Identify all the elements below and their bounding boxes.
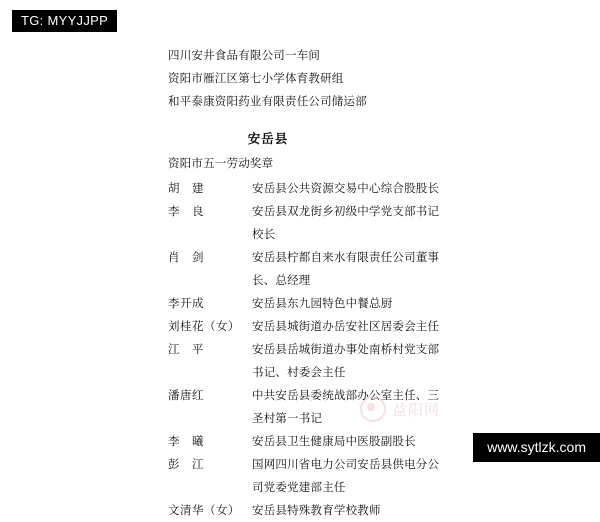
entry-title-line: 安岳县东九园特色中餐总厨 xyxy=(252,296,393,310)
entry-title-line: 中共安岳县委统战部办公室主任、三 xyxy=(252,388,440,402)
entry-title xyxy=(252,315,548,338)
entry-title-line: 安岳县岳城街道办事处南桥村党支部 xyxy=(252,342,440,356)
entry-name: 李 曦 xyxy=(168,434,204,448)
list-item xyxy=(168,384,548,430)
entry-title-line: 国网四川省电力公司安岳县供电分公 xyxy=(252,457,440,471)
entry-title xyxy=(252,499,548,522)
tg-watermark-badge: TG: MYYJJPP xyxy=(12,10,117,32)
entry-name: 李开成 xyxy=(168,296,204,310)
list-item xyxy=(168,499,548,522)
list-item xyxy=(168,246,548,292)
list-item xyxy=(168,315,548,338)
entry-title-line-cont: 圣村第一书记 xyxy=(252,411,323,425)
entry-title-line-cont: 长、总经理 xyxy=(252,273,311,287)
entry-title-line: 安岳县公共资源交易中心综合股股长 xyxy=(252,181,440,195)
entry-title xyxy=(252,177,548,200)
award-entry-list xyxy=(168,177,548,522)
entry-name: 潘唐红 xyxy=(168,388,204,402)
entry-title-line: 安岳县卫生健康局中医股副股长 xyxy=(252,434,416,448)
list-item xyxy=(168,200,548,246)
entry-title xyxy=(252,292,548,315)
entry-title xyxy=(252,338,548,384)
entry-name: 文清华（女） xyxy=(168,503,240,517)
lead-line-1: 四川安井食品有限公司一车间 xyxy=(168,48,321,62)
entry-name: 胡 建 xyxy=(168,181,204,195)
entry-name: 刘桂花（女） xyxy=(168,319,240,333)
entry-title-line-cont: 书记、村委会主任 xyxy=(252,365,346,379)
list-item xyxy=(168,292,548,315)
entry-name: 李 良 xyxy=(168,204,204,218)
watermark-text: 益阳网 xyxy=(392,401,441,419)
entry-title xyxy=(252,200,548,246)
list-item xyxy=(168,177,548,200)
entry-title-line: 安岳县柠都自来水有限责任公司董事 xyxy=(252,250,440,264)
entry-title xyxy=(252,246,548,292)
entry-title-line: 安岳县双龙街乡初级中学党支部书记 xyxy=(252,204,440,218)
lead-line-2: 资阳市雁江区第七小学体育教研组 xyxy=(168,71,344,85)
entry-name: 彭 江 xyxy=(168,457,204,471)
section-title: 安岳县 xyxy=(247,131,289,146)
entry-title-line-cont: 司党委党建部主任 xyxy=(252,480,346,494)
url-watermark-badge: www.sytlzk.com xyxy=(473,433,600,462)
entry-title-line: 安岳县城街道办岳安社区居委会主任 xyxy=(252,319,440,333)
award-label: 资阳市五一劳动奖章 xyxy=(168,156,274,170)
entry-name: 肖 剑 xyxy=(168,250,204,264)
list-item xyxy=(168,338,548,384)
entry-title-line: 安岳县特殊教育学校教师 xyxy=(252,503,381,517)
entry-title-line-cont: 校长 xyxy=(252,227,276,241)
entry-title xyxy=(252,384,548,430)
lead-line-3: 和平泰康资阳药业有限责任公司储运部 xyxy=(168,94,367,108)
entry-name: 江 平 xyxy=(168,342,204,356)
